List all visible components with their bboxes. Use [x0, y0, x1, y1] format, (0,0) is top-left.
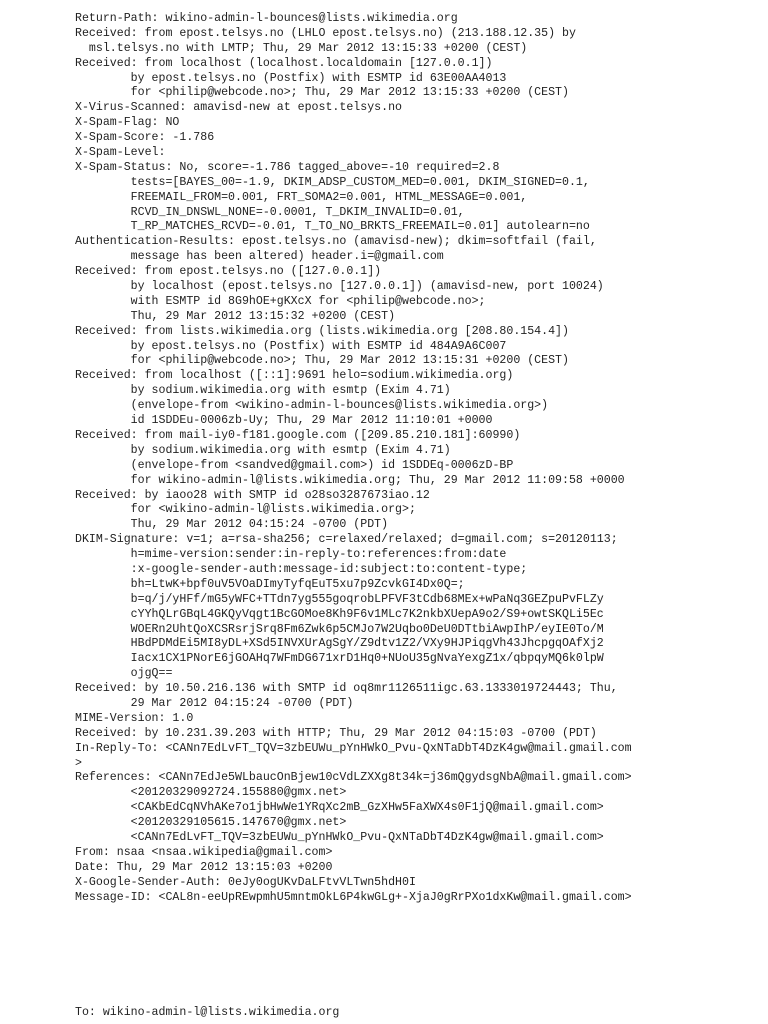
header-line: >	[75, 756, 82, 770]
header-line: DKIM-Signature: v=1; a=rsa-sha256; c=relaxed/relaxed; d=gmail.com; s=20120113;	[75, 533, 618, 547]
header-line: by sodium.wikimedia.org with esmtp (Exim 4.71)	[75, 443, 451, 457]
header-line: h=mime-version:sender:in-reply-to:references:from:date	[75, 548, 507, 562]
header-line: by sodium.wikimedia.org with esmtp (Exim 4.71)	[75, 384, 451, 398]
header-line: ojgQ==	[75, 667, 173, 681]
header-line: for <wikino-admin-l@lists.wikimedia.org>;	[75, 503, 416, 517]
header-line: X-Spam-Level:	[75, 146, 166, 160]
header-line: (envelope-from <sandved@gmail.com>) id 1SDDEq-0006zD-BP	[75, 458, 514, 472]
header-line: Received: from epost.telsys.no ([127.0.0.1])	[75, 265, 382, 279]
email-header-block	[75, 12, 632, 905]
header-line: Authentication-Results: epost.telsys.no (amavisd-new); dkim=softfail (fail,	[75, 235, 597, 249]
header-line: Message-ID: <CAL8n-eeUpREwpmhU5mntmOkL6P4kwGLg+-XjaJ0gRrPXo1dxKw@mail.gmail.com>	[75, 890, 632, 904]
header-line: X-Spam-Status: No, score=-1.786 tagged_above=-10 required=2.8	[75, 160, 500, 174]
header-line: X-Virus-Scanned: amavisd-new at epost.telsys.no	[75, 101, 402, 115]
header-line: for wikino-admin-l@lists.wikimedia.org; Thu, 29 Mar 2012 11:09:58 +0000	[75, 473, 625, 487]
header-line: FREEMAIL_FROM=0.001, FRT_SOMA2=0.001, HTML_MESSAGE=0.001,	[75, 190, 528, 204]
header-line: <CANn7EdLvFT_TQV=3zbEUWu_pYnHWkO_Pvu-QxNTaDbT4DzK4gw@mail.gmail.com>	[75, 830, 604, 844]
header-line: X-Spam-Flag: NO	[75, 116, 180, 130]
header-line: Iacx1CX1PNorE6jGOAHq7WFmDG671xrD1Hq0+NUoU35gNvaYexgZ1x/qbpqyMQ6k0lpW	[75, 652, 604, 666]
header-line: Received: from localhost ([::1]:9691 helo=sodium.wikimedia.org)	[75, 369, 514, 383]
header-line: Received: by 10.231.39.203 with HTTP; Thu, 29 Mar 2012 04:15:03 -0700 (PDT)	[75, 726, 597, 740]
header-line: msl.telsys.no with LMTP; Thu, 29 Mar 2012 13:15:33 +0200 (CEST)	[75, 41, 528, 55]
header-line: by localhost (epost.telsys.no [127.0.0.1]) (amavisd-new, port 10024)	[75, 280, 604, 294]
header-line: for <philip@webcode.no>; Thu, 29 Mar 2012 13:15:31 +0200 (CEST)	[75, 354, 569, 368]
header-line: In-Reply-To: <CANn7EdLvFT_TQV=3zbEUWu_pYnHWkO_Pvu-QxNTaDbT4DzK4gw@mail.gmail.com	[75, 741, 632, 755]
header-line: id 1SDDEu-0006zb-Uy; Thu, 29 Mar 2012 11:10:01 +0000	[75, 414, 493, 428]
header-line: WOERn2UhtQoXCSRsrjSrq8Fm6Zwk6p5CMJo7W2Uqbo0DeU0DTtbiAwpIhP/eyIE0To/M	[75, 622, 604, 636]
header-line: References: <CANn7EdJe5WLbaucOnBjew10cVdLZXXg8t34k=j36mQgydsgNbA@mail.gmail.com>	[75, 771, 632, 785]
header-line: Received: by 10.50.216.136 with SMTP id oq8mr1126511igc.63.1333019724443; Thu,	[75, 682, 618, 696]
header-line: X-Google-Sender-Auth: 0eJy0ogUKvDaLFtvVLTwn5hdH0I	[75, 875, 416, 889]
header-line: <20120329092724.155880@gmx.net>	[75, 786, 347, 800]
header-line: tests=[BAYES_00=-1.9, DKIM_ADSP_CUSTOM_MED=0.001, DKIM_SIGNED=0.1,	[75, 175, 590, 189]
header-line: Received: from epost.telsys.no (LHLO epost.telsys.no) (213.188.12.35) by	[75, 26, 576, 40]
header-line: (envelope-from <wikino-admin-l-bounces@lists.wikimedia.org>)	[75, 399, 549, 413]
header-line: by epost.telsys.no (Postfix) with ESMTP id 484A9A6C007	[75, 339, 507, 353]
header-line: Thu, 29 Mar 2012 13:15:32 +0200 (CEST)	[75, 309, 396, 323]
header-line: X-Spam-Score: -1.786	[75, 131, 215, 145]
header-line: Received: by iaoo28 with SMTP id o28so3287673iao.12	[75, 488, 430, 502]
header-line: HBdPDMdEi5MI8yDL+XSd5INVXUrAgSgY/Z9dtv1Z2/VXy9HJPiqgVh43JhcpgqOAfXj2	[75, 637, 604, 651]
header-line: <20120329105615.147670@gmx.net>	[75, 816, 347, 830]
header-line: b=q/j/yHFf/mG5yWFC+TTdn7yg555goqrobLPFVF3tCdb68MEx+wPaNq3GEZpuPvFLZy	[75, 592, 604, 606]
to-header-line: To: wikino-admin-l@lists.wikimedia.org	[75, 1006, 340, 1019]
header-line: Thu, 29 Mar 2012 04:15:24 -0700 (PDT)	[75, 518, 389, 532]
header-line: bh=LtwK+bpf0uV5VOaDImyTyfqEuT5xu7p9ZcvkGI4Dx0Q=;	[75, 577, 465, 591]
header-line: :x-google-sender-auth:message-id:subject:to:content-type;	[75, 562, 528, 576]
header-line: 29 Mar 2012 04:15:24 -0700 (PDT)	[75, 696, 354, 710]
header-line: by epost.telsys.no (Postfix) with ESMTP id 63E00AA4013	[75, 71, 507, 85]
header-line: T_RP_MATCHES_RCVD=-0.01, T_TO_NO_BRKTS_FREEMAIL=0.01] autolearn=no	[75, 220, 590, 234]
header-line: <CAKbEdCqNVhAKe7o1jbHwWe1YRqXc2mB_GzXHw5FaXWX4s0F1jQ@mail.gmail.com>	[75, 801, 604, 815]
header-line: Return-Path: wikino-admin-l-bounces@lists.wikimedia.org	[75, 12, 458, 25]
header-line: RCVD_IN_DNSWL_NONE=-0.0001, T_DKIM_INVALID=0.01,	[75, 205, 465, 219]
header-line: Received: from localhost (localhost.localdomain [127.0.0.1])	[75, 56, 493, 70]
header-line: cYYhQLrGBqL4GKQyVqgt1BcGOMoe8Kh9F6v1MLc7K2nkbXUepA9o2/S9+owtSKQLi5Ec	[75, 607, 604, 621]
header-line: MIME-Version: 1.0	[75, 711, 194, 725]
header-line: From: nsaa <nsaa.wikipedia@gmail.com>	[75, 845, 333, 859]
header-line: message has been altered) header.i=@gmail.com	[75, 250, 444, 264]
header-line: Received: from lists.wikimedia.org (lists.wikimedia.org [208.80.154.4])	[75, 324, 569, 338]
header-line: with ESMTP id 8G9hOE+gKXcX for <philip@webcode.no>;	[75, 294, 486, 308]
header-line: for <philip@webcode.no>; Thu, 29 Mar 2012 13:15:33 +0200 (CEST)	[75, 86, 569, 100]
header-line: Date: Thu, 29 Mar 2012 13:15:03 +0200	[75, 860, 333, 874]
header-line: Received: from mail-iy0-f181.google.com ([209.85.210.181]:60990)	[75, 428, 521, 442]
